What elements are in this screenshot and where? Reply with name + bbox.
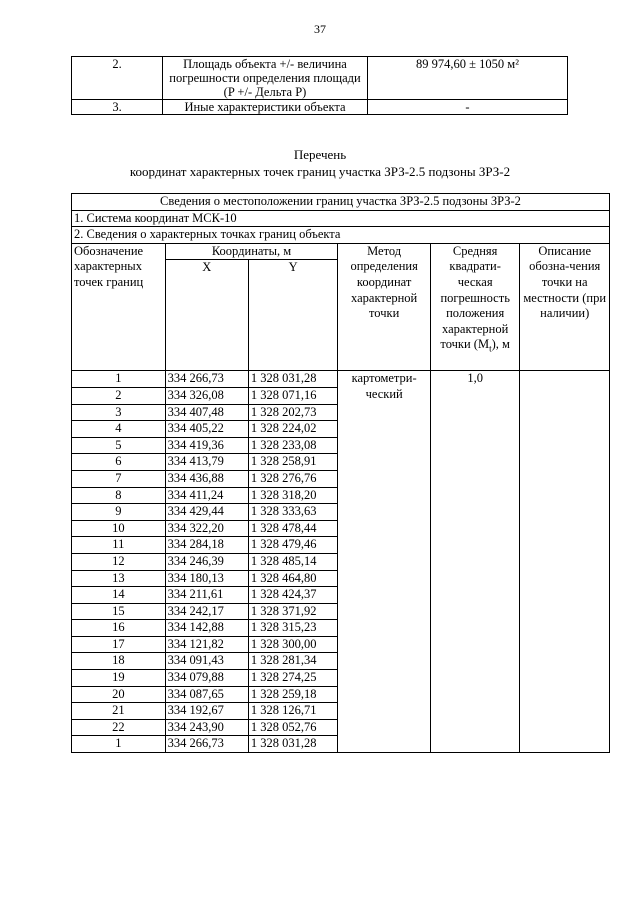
point-x: 334 180,13: [165, 570, 248, 587]
point-number: 1: [72, 371, 166, 388]
point-x: 334 192,67: [165, 703, 248, 720]
point-x: 334 246,39: [165, 553, 248, 570]
point-number: 14: [72, 587, 166, 604]
col-coords-header: Координаты, м: [165, 243, 338, 260]
point-y: 1 328 485,14: [248, 553, 337, 570]
object-characteristics-table: [71, 56, 568, 115]
point-x: 334 326,08: [165, 387, 248, 404]
point-x: 334 322,20: [165, 520, 248, 537]
col-x-header: X: [165, 260, 248, 371]
characteristic-value: 89 974,60 ± 1050 м²: [368, 57, 568, 100]
characteristic-row: [72, 100, 568, 115]
table-header: Сведения о местоположении границ участка ЗРЗ-2.5 подзоны ЗРЗ-2: [72, 194, 610, 211]
description-value: [520, 371, 610, 753]
point-number: 18: [72, 653, 166, 670]
point-y: 1 328 276,76: [248, 470, 337, 487]
point-y: 1 328 424,37: [248, 587, 337, 604]
point-x: 334 142,88: [165, 620, 248, 637]
point-number: 13: [72, 570, 166, 587]
characteristic-value: -: [368, 100, 568, 115]
characteristic-row: [72, 57, 568, 100]
point-y: 1 328 259,18: [248, 686, 337, 703]
point-y: 1 328 031,28: [248, 371, 337, 388]
point-number: 22: [72, 719, 166, 736]
point-number: 17: [72, 636, 166, 653]
point-y: 1 328 318,20: [248, 487, 337, 504]
point-x: 334 266,73: [165, 371, 248, 388]
point-y: 1 328 315,23: [248, 620, 337, 637]
list-title: Перечень: [293, 147, 347, 162]
table-header-row: [72, 194, 610, 211]
point-x: 334 405,22: [165, 421, 248, 438]
point-x: 334 079,88: [165, 670, 248, 687]
page-number: 37: [314, 22, 326, 36]
point-y: 1 328 478,44: [248, 520, 337, 537]
point-x: 334 411,24: [165, 487, 248, 504]
point-number: 7: [72, 470, 166, 487]
point-number: 16: [72, 620, 166, 637]
column-header-row: [72, 243, 610, 260]
section-row: [72, 227, 610, 244]
point-x: 334 284,18: [165, 537, 248, 554]
point-y: 1 328 300,00: [248, 636, 337, 653]
point-y: 1 328 031,28: [248, 736, 337, 753]
point-y: 1 328 126,71: [248, 703, 337, 720]
point-x: 334 091,43: [165, 653, 248, 670]
col-designation-header: Обозначение характерных точек границ: [72, 243, 166, 371]
point-number: 5: [72, 437, 166, 454]
accuracy-value: 1,0: [430, 371, 519, 753]
point-number: 19: [72, 670, 166, 687]
point-y: 1 328 224,02: [248, 421, 337, 438]
col-description-header: Описание обозна-чения точки на местности (при наличии): [520, 243, 610, 371]
point-number: 1: [72, 736, 166, 753]
point-x: 334 242,17: [165, 603, 248, 620]
point-x: 334 419,36: [165, 437, 248, 454]
point-x: 334 087,65: [165, 686, 248, 703]
coordinate-system-label: 1. Система координат МСК-10: [72, 210, 610, 227]
point-number: 8: [72, 487, 166, 504]
characteristic-name: Площадь объекта +/- величина погрешности определения площади (P +/- Дельта P): [163, 57, 368, 100]
point-number: 2: [72, 387, 166, 404]
point-y: 1 328 281,34: [248, 653, 337, 670]
point-y: 1 328 333,63: [248, 504, 337, 521]
point-y: 1 328 464,80: [248, 570, 337, 587]
point-number: 20: [72, 686, 166, 703]
point-y: 1 328 371,92: [248, 603, 337, 620]
point-x: 334 243,90: [165, 719, 248, 736]
point-x: 334 407,48: [165, 404, 248, 421]
point-y: 1 328 479,46: [248, 537, 337, 554]
point-y: 1 328 274,25: [248, 670, 337, 687]
characteristic-number: 3.: [72, 100, 163, 115]
point-number: 11: [72, 537, 166, 554]
col-y-header: Y: [248, 260, 337, 371]
point-x: 334 436,88: [165, 470, 248, 487]
col-accuracy-header: Средняя квадрати-ческая погрешность положения характерной точки $(M_t)$, м: [430, 243, 519, 371]
point-number: 21: [72, 703, 166, 720]
point-y: 1 328 258,91: [248, 454, 337, 471]
boundary-points-table: [71, 193, 610, 753]
point-number: 9: [72, 504, 166, 521]
point-number: 15: [72, 603, 166, 620]
list-subtitle: координат характерных точек границ участка ЗРЗ-2.5 подзоны ЗРЗ-2: [129, 164, 511, 179]
point-number: 4: [72, 421, 166, 438]
point-y: 1 328 052,76: [248, 719, 337, 736]
point-x: 334 429,44: [165, 504, 248, 521]
point-x: 334 121,82: [165, 636, 248, 653]
point-x: 334 413,79: [165, 454, 248, 471]
point-number: 10: [72, 520, 166, 537]
point-number: 12: [72, 553, 166, 570]
point-y: 1 328 233,08: [248, 437, 337, 454]
method-value: картометри-ческий: [338, 371, 431, 753]
col-method-header: Метод определения координат характерной точки: [338, 243, 431, 371]
point-number: 6: [72, 454, 166, 471]
points-section-label: 2. Сведения о характерных точках границ объекта: [72, 227, 610, 244]
section-row: [72, 210, 610, 227]
point-x: 334 266,73: [165, 736, 248, 753]
characteristic-name: Иные характеристики объекта: [163, 100, 368, 115]
point-y: 1 328 071,16: [248, 387, 337, 404]
point-number: 3: [72, 404, 166, 421]
table-row: [72, 371, 610, 388]
point-x: 334 211,61: [165, 587, 248, 604]
characteristic-number: 2.: [72, 57, 163, 100]
point-y: 1 328 202,73: [248, 404, 337, 421]
